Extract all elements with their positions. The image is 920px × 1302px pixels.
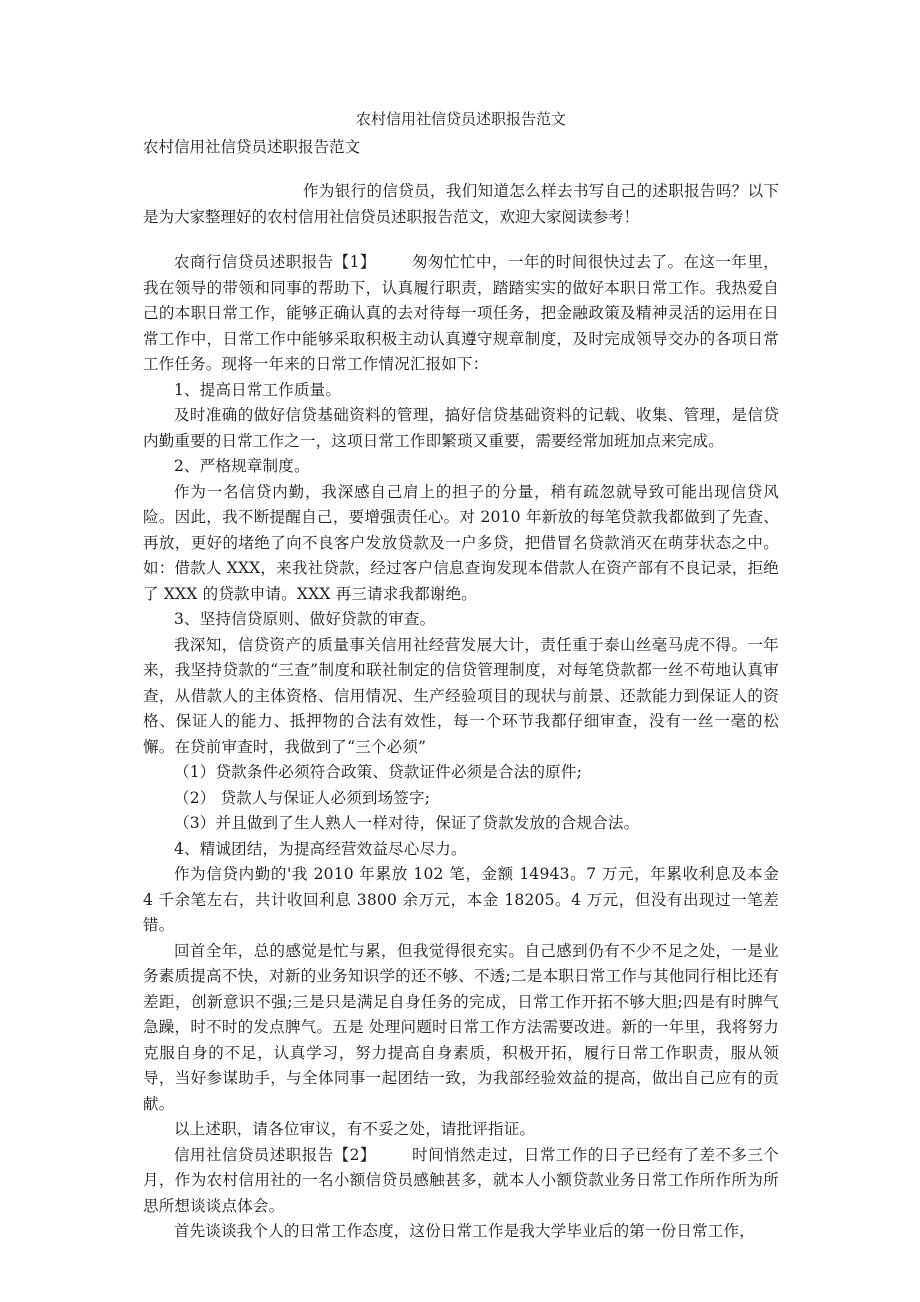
report1-opening: 匆匆忙忙中，一年的时间很快过去了。在这一年里，我在领导的带领和同事的帮助下，认真履行职责，踏踏实实的做好本职日常工作。我热爱自己的本职日常工作，能够正确认真的去对待每一项任务，把金融政策及精神灵活的运用在日常工作中，日常工作中能够采取积极主动认真遵守规章制度，及时完成领导交办的各项日常工作任务。现将一年来的日常工作情况汇报如下：: [143, 253, 779, 373]
section2-body: 作为一名信贷内勤，我深感自己肩上的担子的分量，稍有疏忽就导致可能出现信贷风险。因此，我不断提醒自己，要增强责任心。对 2010 年新放的每笔贷款我都做到了先查、再放，更好的堵绝了向不良客户发放贷款及一户多贷，把借冒名贷款消灭在萌芽状态之中。如：借款人 XXX，来我社贷款，经过客户信息查询发现本借款人在资产部有不良记录，拒绝了 XXX 的贷款申请。XXX 再三请求我都谢绝。: [143, 482, 779, 603]
intro-paragraph: 作为银行的信贷员，我们知道怎么样去书写自己的述职报告吗？以下是为大家整理好的农村信用社信贷员述职报告范文，欢迎大家阅读参考！: [143, 182, 779, 226]
section3-body: 我深知，信贷资产的质量事关信用社经营发展大计，责任重于泰山丝毫马虎不得。一年来，我坚持贷款的“三查”制度和联社制定的信贷管理制度，对每笔贷款都一丝不苟地认真审查，从借款人的主体资格、信用情况、生产经验项目的现状与前景、还款能力到保证人的资格、保证人的能力、抵押物的合法有效性，每一个环节我都仔细审查，没有一丝一毫的松懈。在贷前审查时，我做到了“三个必须”: [143, 635, 779, 756]
review-paragraph: 回首全年，总的感觉是忙与累，但我觉得很充实。自己感到仍有不少不足之处，一是业务素质提高不快，对新的业务知识学的还不够、不透;二是本职日常工作与其他同行相比还有差距，创新意识不强;三是只是满足自身任务的完成，日常工作开拓不够大胆;四是有时脾气急躁，时不时的发点脾气。五是 处理问题时日常工作方法需要改进。新的一年里，我将努力克服自身的不足，认真学习，努力提高自身素质，积极开拓，履行日常工作职责，服从领导，当好参谋助手，与全体同事一起团结一致，为我部经验效益的提高，做出自己应有的贡献。: [143, 941, 779, 1113]
document-page: [143, 108, 779, 1245]
section4-body: 作为信贷内勤的'我 2010 年累放 102 笔，金额 14943。7 万元，年累收利息及本金 4 千余笔左右，共计收回利息 3800 余万元，本金 18205。4 万元，但没有出现过一笔差错。: [143, 865, 779, 934]
section3-title: 3、坚持信贷原则、做好贷款的审查。: [174, 610, 436, 628]
section3-item: （2） 贷款人与保证人必须到场签字;: [174, 788, 431, 807]
report1-paragraph: [143, 250, 779, 378]
report-body: [143, 250, 779, 1245]
section3-item: （3）并且做到了生人熟人一样对待，保证了贷款发放的合规合法。: [174, 814, 640, 832]
section1-title: 1、提高日常工作质量。: [174, 380, 342, 399]
report2-opening: 时间悄然走过，日常工作的日子已经有了差不多三个月，作为农村信用社的一名小额信贷员感触甚多，就本人小额贷款业务日常工作所作所为所思所想谈谈点体会。: [143, 1145, 779, 1215]
section4-title: 4、精诚团结，为提高经营效益尽心尽力。: [174, 839, 467, 858]
report1-heading: 农商行信贷员述职报告【1】: [174, 253, 376, 271]
last-paragraph: 首先谈谈我个人的日常工作态度，这份日常工作是我大学毕业后的第一份日常工作，: [174, 1222, 755, 1240]
report2-heading: 信用社信贷员述职报告【2】: [174, 1145, 376, 1164]
document-title: 农村信用社信贷员述职报告范文: [355, 110, 566, 128]
section2-title: 2、严格规章制度。: [174, 457, 310, 475]
closing-paragraph: 以上述职，请各位审议，有不妥之处，请批评指证。: [174, 1120, 536, 1138]
section3-item: （1）贷款条件必须符合政策、贷款证件必须是合法的原件;: [174, 763, 582, 781]
report2-paragraph: [143, 1143, 779, 1220]
document-subtitle: 农村信用社信贷员述职报告范文: [143, 138, 361, 156]
section1-body: 及时准确的做好信贷基础资料的管理，搞好信贷基础资料的记载、收集、管理，是信贷内勤重要的日常工作之一，这项日常工作即繁琐又重要，需要经常加班加点来完成。: [143, 406, 779, 450]
